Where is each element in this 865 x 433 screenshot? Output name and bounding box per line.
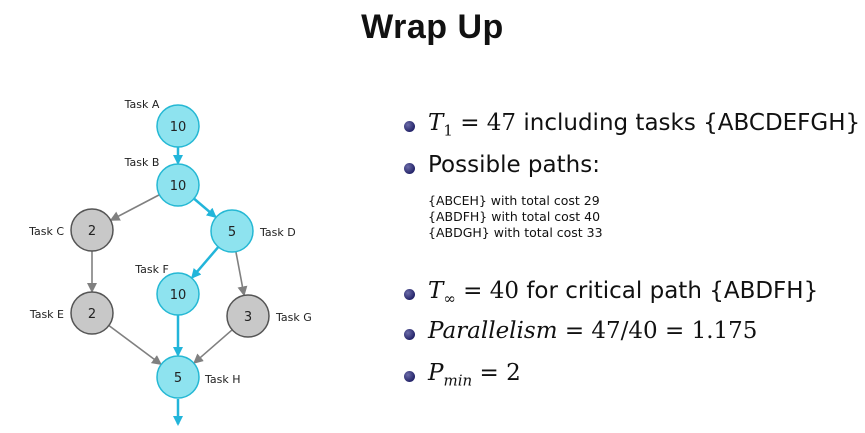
- task-node-f: [134, 263, 199, 315]
- task-cost: 10: [169, 288, 187, 303]
- bullet-dot: [404, 163, 415, 174]
- task-node-g: [227, 295, 312, 337]
- bullet-dot: [404, 371, 415, 382]
- task-node-h: [157, 356, 241, 398]
- edge-d-f: [192, 247, 218, 277]
- task-node-d: [211, 210, 296, 252]
- edge-d-g: [236, 252, 244, 295]
- task-cost: 10: [169, 179, 187, 194]
- bullet-dot: [404, 289, 415, 300]
- task-node-c: [28, 209, 113, 251]
- path-item: {ABCEH} with total cost 29: [428, 193, 600, 208]
- task-label: Task H: [205, 373, 241, 386]
- edge-b-d: [194, 199, 215, 217]
- edge-e-h: [109, 326, 161, 364]
- task-label: Task F: [135, 263, 169, 276]
- task-label: Task G: [276, 311, 312, 324]
- task-cost: 3: [243, 310, 253, 325]
- task-dependency-graph: [0, 0, 400, 433]
- edge-g-h: [195, 330, 233, 363]
- task-label: Task D: [260, 226, 296, 239]
- path-item: {ABDGH} with total cost 33: [428, 225, 603, 240]
- task-cost: 5: [173, 371, 183, 386]
- edge-b-c: [111, 195, 159, 220]
- task-label: Task B: [124, 156, 160, 169]
- path-item: {ABDFH} with total cost 40: [428, 209, 601, 224]
- bullet-dot: [404, 329, 415, 340]
- task-node-a: [124, 98, 199, 147]
- task-node-e: [29, 292, 113, 334]
- task-cost: 5: [227, 225, 237, 240]
- task-cost: 10: [169, 120, 187, 135]
- task-node-b: [124, 156, 199, 206]
- bullet-dot: [404, 121, 415, 132]
- path-list: [428, 193, 603, 241]
- task-cost: 2: [87, 307, 97, 322]
- task-label: Task A: [124, 98, 160, 111]
- task-cost: 2: [87, 224, 97, 239]
- slide-title: Wrap Up: [361, 8, 504, 46]
- task-label: Task C: [29, 225, 64, 238]
- task-label: Task E: [29, 308, 64, 321]
